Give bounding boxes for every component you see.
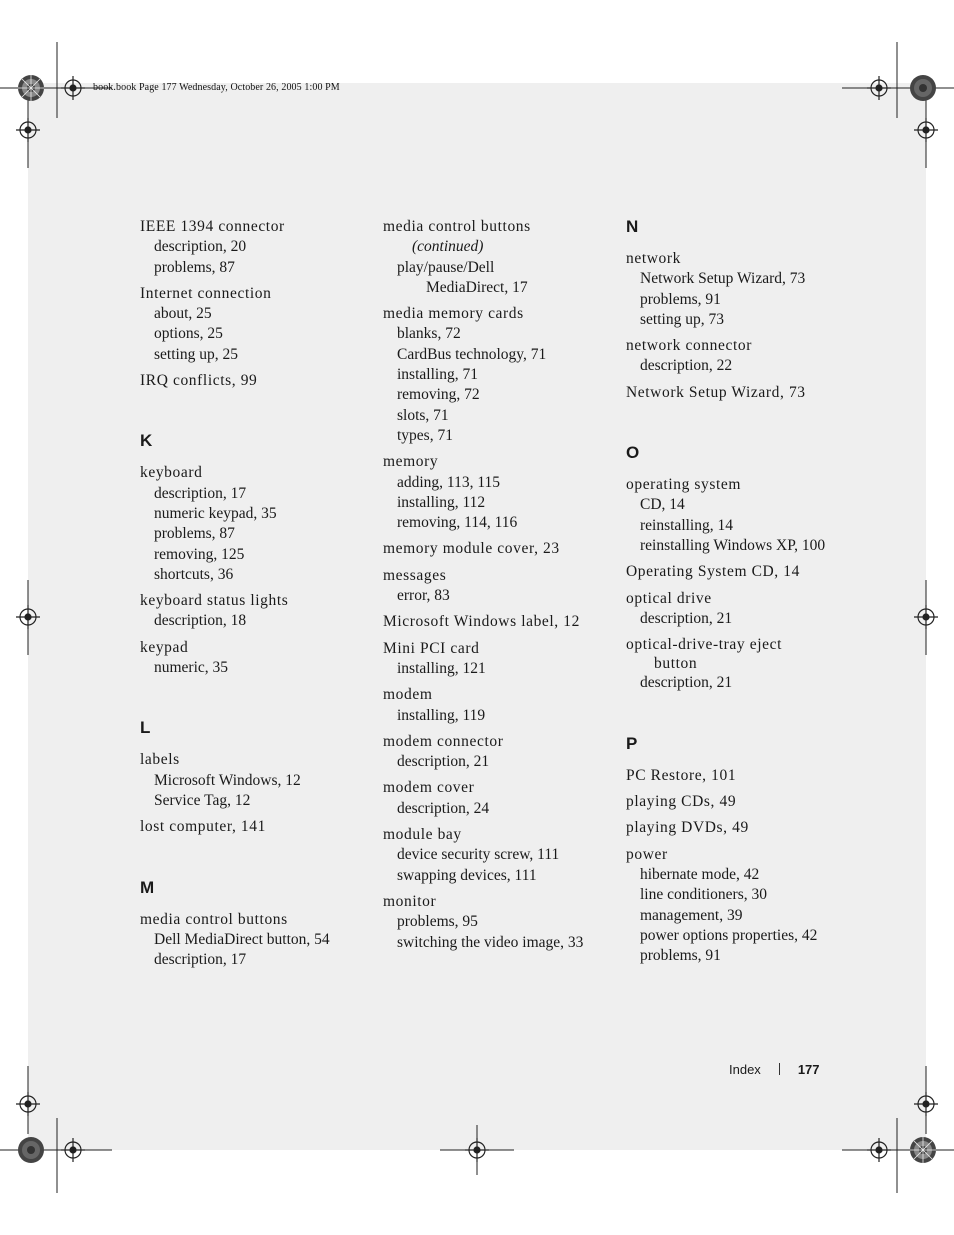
- index-entry: [383, 452, 623, 533]
- index-entry: [626, 818, 866, 838]
- index-subentry: setting up, 73: [640, 310, 724, 328]
- index-entry: [383, 685, 623, 726]
- index-subentry: removing, 114, 116: [397, 514, 518, 532]
- index-entry: [626, 475, 866, 556]
- index-entry: [383, 612, 623, 632]
- registration-target-icon: [867, 76, 891, 100]
- registration-target-icon: [867, 1138, 891, 1162]
- index-entry: [383, 732, 623, 773]
- index-entry: [383, 539, 623, 559]
- index-entry: [626, 249, 866, 330]
- index-term: playing DVDs, 49: [626, 819, 749, 837]
- index-subentry: options, 25: [154, 325, 223, 343]
- index-term: optical drive: [626, 589, 712, 607]
- index-subentry: line conditioners, 30: [640, 886, 767, 904]
- index-subentry: types, 71: [397, 426, 453, 444]
- index-subentry: description, 18: [154, 612, 247, 630]
- index-subentry: removing, 72: [397, 386, 480, 404]
- index-term: modem: [383, 686, 433, 704]
- footer-separator: [779, 1063, 780, 1075]
- index-term: keyboard: [140, 464, 203, 482]
- index-term: keyboard status lights: [140, 592, 289, 610]
- index-subentry: description, 20: [154, 238, 247, 256]
- print-header: book.book Page 177 Wednesday, October 26, 2005 1:00 PM: [93, 82, 340, 93]
- index-subentry: installing, 121: [397, 659, 486, 677]
- index-subentry: slots, 71: [397, 406, 449, 424]
- index-subentry: problems, 87: [154, 258, 235, 276]
- star-target-icon: [18, 75, 44, 101]
- index-entry: [140, 463, 380, 585]
- star-target-icon: [910, 1137, 936, 1163]
- index-term: network connector: [626, 337, 752, 355]
- registration-target-icon: [61, 76, 85, 100]
- index-subentry: description, 22: [640, 357, 733, 375]
- index-term: PC Restore, 101: [626, 766, 737, 784]
- registration-target-icon: [16, 605, 40, 629]
- index-column-1: [140, 217, 380, 976]
- page-number: 177: [797, 1062, 820, 1077]
- index-entry: [383, 825, 623, 886]
- index-subentry-continuation: MediaDirect, 17: [426, 278, 528, 296]
- index-letter-heading: K: [140, 431, 153, 451]
- index-term: Mini PCI card: [383, 639, 480, 657]
- index-term: Microsoft Windows label, 12: [383, 613, 580, 631]
- index-term: labels: [140, 751, 180, 769]
- index-subentry: removing, 125: [154, 545, 245, 563]
- index-subentry: about, 25: [154, 305, 212, 323]
- index-entry: [140, 217, 380, 278]
- registration-target-icon: [914, 605, 938, 629]
- star-target-icon: [910, 75, 936, 101]
- index-subentry: switching the video image, 33: [397, 933, 584, 951]
- page-footer: [729, 1062, 820, 1077]
- index-term: messages: [383, 566, 447, 584]
- index-entry: [140, 591, 380, 632]
- index-term: modem cover: [383, 779, 475, 797]
- index-subentry: problems, 91: [640, 290, 721, 308]
- index-subentry: CD, 14: [640, 496, 685, 514]
- index-subentry: swapping devices, 111: [397, 866, 537, 884]
- index-subentry: description, 24: [397, 799, 490, 817]
- registration-target-icon: [914, 118, 938, 142]
- index-entry: [140, 910, 380, 971]
- index-term: power: [626, 845, 668, 863]
- index-subentry: management, 39: [640, 906, 743, 924]
- index-subentry: CardBus technology, 71: [397, 345, 547, 363]
- index-subentry: adding, 113, 115: [397, 473, 501, 491]
- index-term: media control buttons: [140, 910, 288, 928]
- index-subentry: device security screw, 111: [397, 846, 560, 864]
- index-subentry: power options properties, 42: [640, 926, 818, 944]
- footer-section: Index: [729, 1062, 761, 1077]
- index-subentry: description, 21: [640, 609, 733, 627]
- index-subentry: problems, 91: [640, 947, 721, 965]
- index-term: Network Setup Wizard, 73: [626, 383, 806, 401]
- index-subentry: Network Setup Wizard, 73: [640, 270, 806, 288]
- index-entry: [140, 284, 380, 365]
- index-entry: [140, 638, 380, 679]
- index-entry: [626, 766, 866, 786]
- index-subentry: Dell MediaDirect button, 54: [154, 930, 330, 948]
- index-subentry: hibernate mode, 42: [640, 865, 760, 883]
- registration-target-icon: [914, 1092, 938, 1116]
- index-entry: [140, 371, 380, 391]
- index-term: keypad: [140, 638, 189, 656]
- index-letter-heading: N: [626, 217, 639, 236]
- index-term: monitor: [383, 892, 437, 910]
- index-subentry: setting up, 25: [154, 345, 238, 363]
- index-term: optical-drive-tray eject: [626, 636, 782, 654]
- index-entry: [383, 778, 623, 819]
- index-entry: [626, 792, 866, 812]
- index-entry: [140, 750, 380, 811]
- index-entry: [626, 336, 866, 377]
- index-term: module bay: [383, 826, 462, 844]
- index-letter-heading: L: [140, 718, 151, 738]
- index-term: memory module cover, 23: [383, 540, 560, 558]
- index-entry: [626, 635, 866, 694]
- star-target-icon: [18, 1137, 44, 1163]
- index-subentry: numeric, 35: [154, 659, 229, 677]
- index-letter-heading: M: [140, 877, 155, 897]
- registration-target-icon: [465, 1138, 489, 1162]
- index-entry: [140, 817, 380, 837]
- index-entry: [626, 383, 866, 403]
- index-letter-heading: O: [626, 443, 640, 463]
- index-subentry: reinstalling Windows XP, 100: [640, 536, 826, 554]
- index-column-3: [626, 217, 866, 972]
- index-subentry: problems, 87: [154, 525, 235, 543]
- index-subentry: description, 17: [154, 951, 247, 969]
- index-entry: [383, 892, 623, 953]
- continued-label: (continued): [412, 238, 484, 256]
- index-term: lost computer, 141: [140, 818, 266, 836]
- index-subentry: installing, 71: [397, 366, 478, 384]
- index-subentry: shortcuts, 36: [154, 565, 234, 583]
- index-term: Operating System CD, 14: [626, 563, 800, 581]
- index-subentry: play/pause/Dell: [397, 258, 495, 276]
- registration-target-icon: [61, 1138, 85, 1162]
- index-term: Internet connection: [140, 284, 272, 302]
- index-entry: [383, 217, 623, 298]
- index-term: media control buttons: [383, 218, 531, 235]
- index-term: media memory cards: [383, 305, 524, 323]
- index-entry: [626, 589, 866, 630]
- index-entry: [626, 562, 866, 582]
- index-term: playing CDs, 49: [626, 793, 737, 811]
- index-subentry: description, 21: [397, 753, 490, 771]
- registration-target-icon: [16, 118, 40, 142]
- index-term: memory: [383, 453, 439, 471]
- index-entry: [383, 566, 623, 607]
- index-subentry: problems, 95: [397, 913, 478, 931]
- index-entry: [626, 845, 866, 967]
- index-entry: [383, 639, 623, 680]
- index-subentry: reinstalling, 14: [640, 516, 733, 534]
- index-term: IEEE 1394 connector: [140, 218, 285, 235]
- index-term: operating system: [626, 476, 742, 494]
- index-term: modem connector: [383, 732, 504, 750]
- index-subentry: Service Tag, 12: [154, 791, 251, 809]
- index-term-continuation: button: [654, 655, 698, 673]
- registration-target-icon: [16, 1092, 40, 1116]
- index-term: IRQ conflicts, 99: [140, 372, 258, 390]
- index-subentry: error, 83: [397, 587, 450, 605]
- index-entry: [383, 304, 623, 446]
- index-subentry: blanks, 72: [397, 325, 461, 343]
- index-subentry: installing, 112: [397, 493, 486, 511]
- index-subentry: installing, 119: [397, 706, 486, 724]
- index-subentry: numeric keypad, 35: [154, 504, 277, 522]
- index-subentry: description, 21: [640, 674, 733, 692]
- index-column-2: [383, 217, 623, 959]
- index-subentry: description, 17: [154, 484, 247, 502]
- index-subentry: Microsoft Windows, 12: [154, 771, 301, 789]
- index-term: network: [626, 250, 681, 267]
- index-letter-heading: P: [626, 733, 638, 753]
